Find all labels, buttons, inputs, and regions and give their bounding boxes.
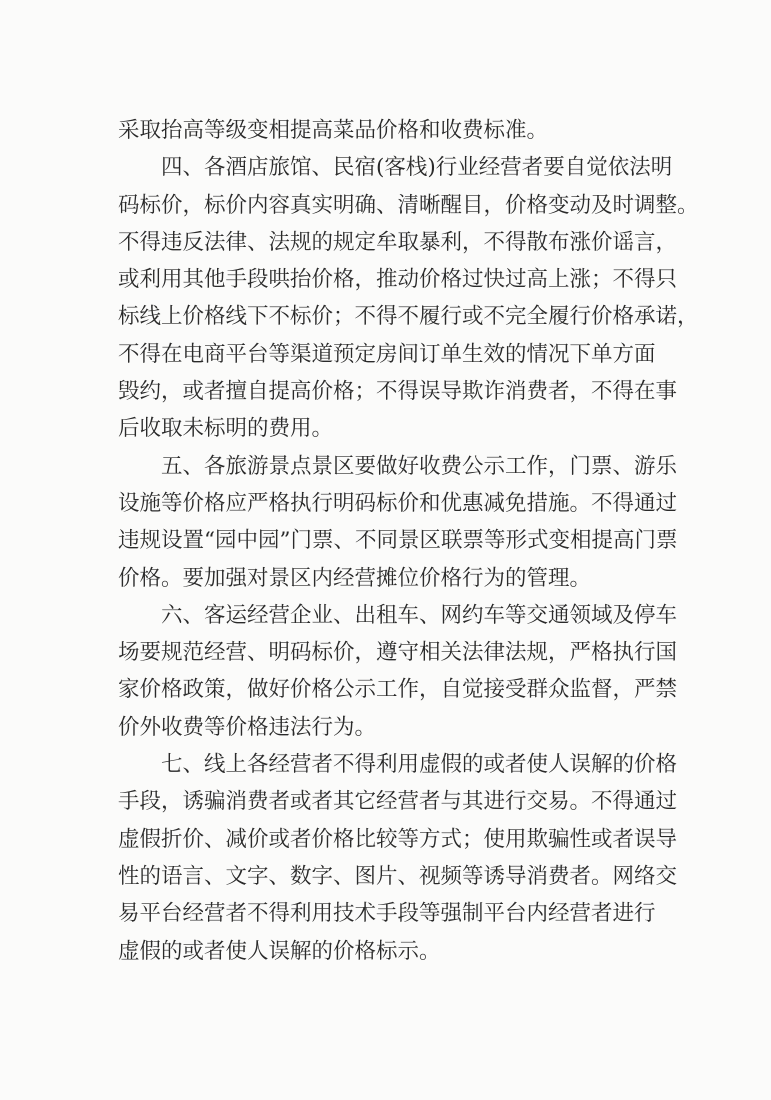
paragraph-first-line: 四、各酒店旅馆、民宿(客栈)行业经营者要自觉依法明	[161, 155, 673, 181]
text-line: 违规设置“园中园”门票、不同景区联票等形式变相提高门票	[118, 528, 678, 554]
text-line: 后收取未标明的费用。	[118, 416, 334, 442]
document-body	[118, 112, 699, 970]
text-line: 不得违反法律、法规的规定牟取暴利，不得散布涨价谣言，	[118, 229, 678, 255]
text-line: 价外收费等价格违法行为。	[118, 714, 377, 740]
text-line: 采取抬高等级变相提高菜品价格和收费标准。	[118, 118, 549, 143]
text-line: 易平台经营者不得利用技术手段等强制平台内经营者进行	[118, 901, 656, 927]
text-line: 毁约，或者擅自提高价格；不得误导欺诈消费者，不得在事	[118, 379, 678, 405]
text-line: 手段，诱骗消费者或者其它经营者与其进行交易。不得通过	[118, 789, 678, 815]
paragraph-first-line: 七、线上各经营者不得利用虚假的或者使人误解的价格	[161, 752, 678, 778]
text-line: 或利用其他手段哄抬价格，推动价格过快过高上涨；不得只	[118, 267, 678, 293]
text-line: 标线上价格线下不标价；不得不履行或不完全履行价格承诺，	[118, 304, 699, 330]
text-line: 性的语言、文字、数字、图片、视频等诱导消费者。网络交	[118, 863, 678, 889]
paragraph-first-line: 五、各旅游景点景区要做好收费公示工作，门票、游乐	[161, 453, 678, 479]
paragraph-first-line: 六、客运经营企业、出租车、网约车等交通领域及停车	[161, 602, 678, 628]
text-line: 设施等价格应严格执行明码标价和优惠减免措施。不得通过	[118, 490, 678, 516]
text-line: 虚假的或者使人误解的价格标示。	[118, 938, 441, 964]
text-line: 价格。要加强对景区内经营摊位价格行为的管理。	[118, 565, 592, 591]
text-line: 家价格政策，做好价格公示工作，自觉接受群众监督，严禁	[118, 677, 678, 703]
text-line: 虚假折价、减价或者价格比较等方式；使用欺骗性或者误导	[118, 826, 678, 852]
text-line: 不得在电商平台等渠道预定房间订单生效的情况下单方面	[118, 341, 656, 367]
text-line: 场要规范经营、明码标价，遵守相关法律法规，严格执行国	[118, 640, 678, 666]
text-line: 码标价，标价内容真实明确、清晰醒目，价格变动及时调整。	[118, 192, 699, 218]
